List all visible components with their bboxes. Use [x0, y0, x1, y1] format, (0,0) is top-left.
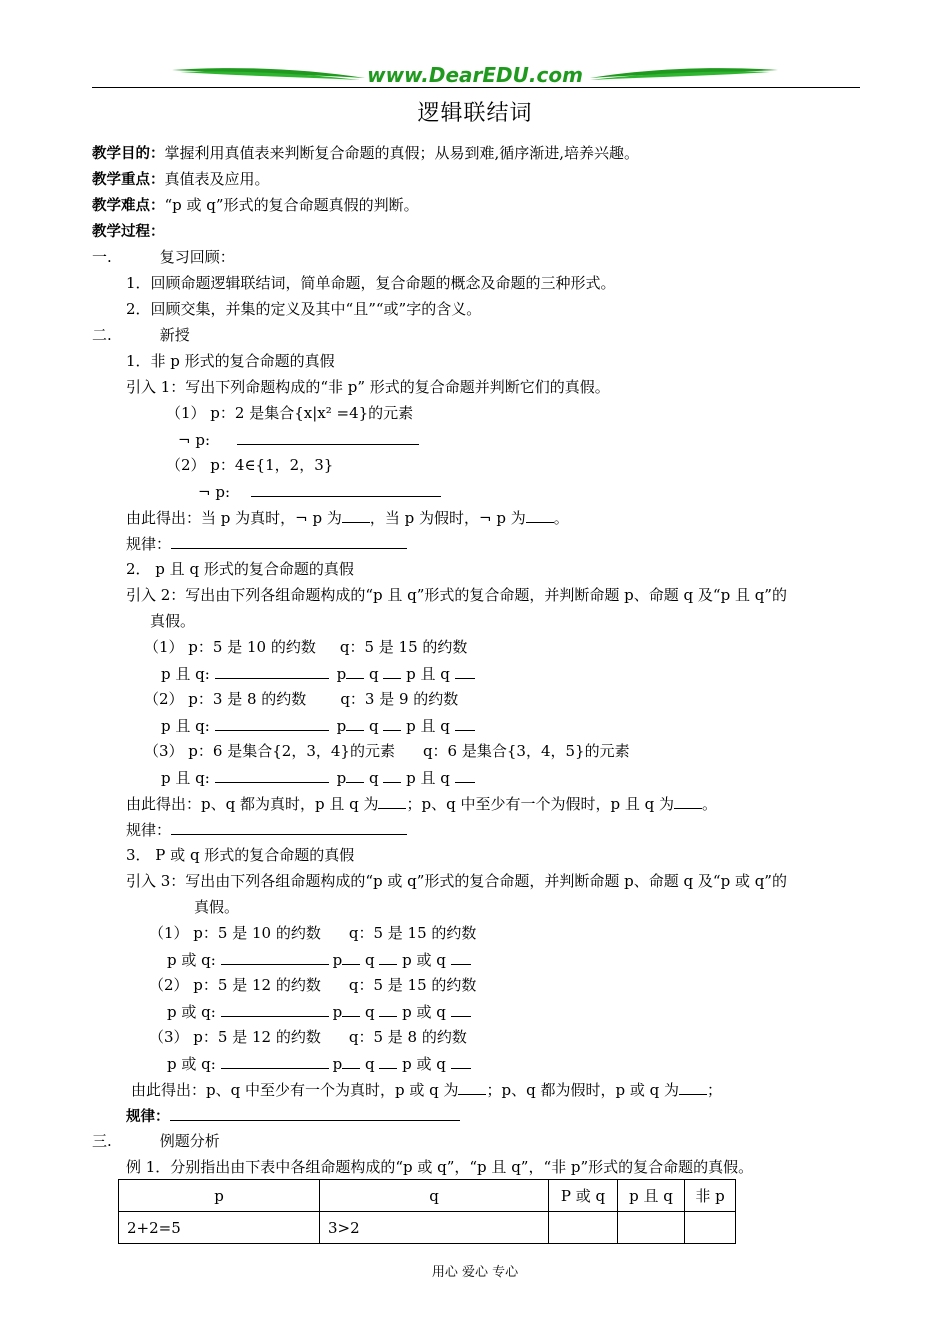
answer-blank[interactable] [221, 1001, 329, 1017]
answer-blank[interactable] [383, 715, 401, 731]
answer-blank[interactable] [679, 1079, 707, 1095]
s3-answer-3 [167, 1053, 471, 1074]
review-heading-line [92, 247, 235, 267]
table-cell: 2+2=5 [119, 1212, 320, 1244]
goal-line [92, 143, 639, 164]
s3-heading: 3． P 或 q 形式的复合命题的真假 [126, 846, 355, 864]
ans-pq: p 或 q [402, 951, 446, 969]
focus-label: 教学重点： [92, 172, 165, 188]
page-title: 逻辑联结词 [417, 101, 533, 126]
ans-pq: p 或 q [402, 1055, 446, 1073]
ans-p: p [332, 951, 343, 969]
answer-blank[interactable] [526, 507, 554, 523]
answer-blank[interactable] [251, 481, 441, 497]
ans-p: p [336, 665, 347, 683]
s3-ans-label: p 或 q: [167, 951, 216, 969]
answer-blank[interactable] [215, 767, 329, 783]
table-header-cell: 非 p [685, 1180, 736, 1212]
s3-item-q: q：5 是 15 的约数 [348, 976, 477, 994]
s2-item-q: q：5 是 15 的约数 [339, 638, 468, 656]
s2-concl-c: 。 [701, 795, 717, 813]
s1-concl-c: 。 [553, 509, 569, 527]
s1-concl-a: 由此得出：当 p 为真时，¬ p 为 [126, 509, 342, 527]
goal-text: 掌握利用真值表来判断复合命题的真假；从易到难,循序渐进,培养兴趣。 [164, 144, 640, 162]
s3-item-3 [149, 1027, 467, 1047]
ans-p: p [336, 717, 347, 735]
process-line [92, 221, 165, 242]
s3-item-q: q：5 是 15 的约数 [348, 924, 477, 942]
s3-conclusion [131, 1079, 722, 1100]
ans-p: p [336, 769, 347, 787]
table-cell: 3>2 [320, 1212, 549, 1244]
s2-ans-label: p 且 q: [161, 717, 210, 735]
s3-concl-b: ；p、q 都为假时，p 或 q 为 [486, 1081, 679, 1099]
s3-rule-line [126, 1105, 460, 1127]
ans-q: q [364, 1055, 375, 1073]
answer-blank[interactable] [383, 663, 401, 679]
answer-blank[interactable] [221, 1053, 329, 1069]
answer-blank[interactable] [346, 767, 364, 783]
s1-negation-2-line [198, 481, 441, 502]
s2-item-p: （2） p：3 是 8 的约数 [144, 690, 307, 708]
s2-conclusion [126, 793, 717, 814]
table-cell-answer[interactable] [549, 1212, 618, 1244]
newlesson-num: 二. [92, 326, 112, 344]
s2-item-q: q：3 是 9 的约数 [340, 690, 459, 708]
s2-answer-1 [161, 663, 475, 684]
s3-item-2 [149, 975, 476, 995]
truth-table [118, 1179, 736, 1244]
s1-neg2-label: ¬ p: [198, 483, 230, 501]
answer-blank[interactable] [342, 1001, 360, 1017]
s2-answer-2 [161, 715, 475, 736]
table-cell-answer[interactable] [685, 1212, 736, 1244]
s3-answer-1 [167, 949, 471, 970]
answer-blank[interactable] [170, 1105, 460, 1121]
s1-heading: 1．非 p 形式的复合命题的真假 [126, 352, 335, 370]
answer-blank[interactable] [215, 715, 329, 731]
table-header-cell: P 或 q [549, 1180, 618, 1212]
ans-q: q [368, 717, 379, 735]
s3-answer-2 [167, 1001, 471, 1022]
s3-concl-a: 由此得出：p、q 中至少有一个为真时，p 或 q 为 [131, 1081, 459, 1099]
difficulty-text: “p 或 q”形式的复合命题真假的判断。 [164, 196, 419, 214]
s2-answer-3 [161, 767, 475, 788]
answer-blank[interactable] [455, 663, 475, 679]
answer-blank[interactable] [379, 949, 397, 965]
examples-num: 三. [92, 1132, 112, 1150]
s1-intro: 引入 1：写出下列命题构成的“非 p” 形式的复合命题并判断它们的真假。 [126, 378, 610, 396]
s1-negation-1-line [178, 429, 419, 450]
answer-blank[interactable] [237, 429, 419, 445]
s2-concl-b: ；p、q 中至少有一个为假时，p 且 q 为 [406, 795, 674, 813]
answer-blank[interactable] [455, 715, 475, 731]
answer-blank[interactable] [455, 767, 475, 783]
s2-item-2 [144, 689, 458, 709]
table-header-cell: p 且 q [618, 1180, 685, 1212]
table-header-cell: q [320, 1180, 549, 1212]
ans-q: q [364, 1003, 375, 1021]
answer-blank[interactable] [379, 1053, 397, 1069]
goal-label: 教学目的： [92, 146, 165, 162]
s2-intro-1: 引入 2：写出由下列各组命题构成的“p 且 q”形式的复合命题，并判断命题 p、命题 q 及“p 且 q”的 [126, 586, 787, 604]
answer-blank[interactable] [458, 1079, 486, 1095]
answer-blank[interactable] [674, 793, 702, 809]
example-1-text: 例 1．分别指出由下表中各组命题构成的“p 或 q”，“p 且 q”，“非 p”形式的复合命题的真假。 [126, 1158, 754, 1176]
table-row [119, 1212, 736, 1244]
s2-heading: 2． p 且 q 形式的复合命题的真假 [126, 560, 354, 578]
s3-intro-1: 引入 3：写出由下列各组命题构成的“p 或 q”形式的复合命题，并判断命题 p、命题 q 及“p 或 q”的 [126, 872, 787, 890]
s1-concl-b: ，当 p 为假时，¬ p 为 [369, 509, 526, 527]
ans-p: p [332, 1003, 343, 1021]
s2-concl-a: 由此得出：p、q 都为真时，p 且 q 为 [126, 795, 379, 813]
review-num: 一. [92, 248, 112, 266]
answer-blank[interactable] [383, 767, 401, 783]
examples-heading: 例题分析 [159, 1132, 220, 1150]
s3-item-p: （1） p：5 是 10 的约数 [149, 924, 321, 942]
s1-neg1-label: ¬ p: [178, 431, 210, 449]
s1-example-2: （2） p：4∈{1，2，3} [166, 456, 334, 474]
s3-item-q: q：5 是 8 的约数 [348, 1028, 467, 1046]
table-header-row [119, 1180, 736, 1212]
s3-concl-c: ； [706, 1081, 722, 1099]
s3-intro-2: 真假。 [194, 898, 240, 916]
page-footer: 用心 爱心 专心 [431, 1265, 519, 1280]
header-rule [92, 87, 860, 88]
ans-q: q [368, 769, 379, 787]
s2-item-3 [144, 741, 630, 761]
answer-blank[interactable] [342, 949, 360, 965]
answer-blank[interactable] [342, 1053, 360, 1069]
s1-conclusion [126, 507, 569, 528]
ans-pq: p 且 q [406, 717, 450, 735]
focus-line [92, 169, 270, 190]
table-header-cell: p [119, 1180, 320, 1212]
ans-pq: p 且 q [406, 769, 450, 787]
answer-blank[interactable] [221, 949, 329, 965]
s1-example-1: （1） p：2 是集合{x|x² =4}的元素 [166, 404, 414, 422]
answer-blank[interactable] [451, 1053, 471, 1069]
examples-heading-line [92, 1131, 220, 1151]
difficulty-line [92, 195, 419, 216]
s2-intro-2: 真假。 [150, 612, 196, 630]
review-item: 2．回顾交集，并集的定义及其中“且”“或”字的含义。 [126, 300, 482, 318]
process-label: 教学过程： [92, 224, 165, 240]
logo-text: www.DearEDU.com [367, 63, 583, 87]
s3-ans-label: p 或 q: [167, 1003, 216, 1021]
ans-pq: p 或 q [402, 1003, 446, 1021]
s1-rule-label: 规律： [126, 535, 172, 553]
s2-item-p: （3） p：6 是集合{2，3，4}的元素 [144, 742, 395, 760]
newlesson-heading: 新授 [159, 326, 190, 344]
ans-q: q [364, 951, 375, 969]
review-heading: 复习回顾： [159, 248, 235, 266]
newlesson-heading-line [92, 325, 190, 345]
answer-blank[interactable] [378, 793, 406, 809]
s2-item-1 [144, 637, 467, 657]
s2-item-p: （1） p：5 是 10 的约数 [144, 638, 316, 656]
table-cell-answer[interactable] [618, 1212, 685, 1244]
answer-blank[interactable] [346, 663, 364, 679]
difficulty-label: 教学难点： [92, 198, 165, 214]
ans-pq: p 且 q [406, 665, 450, 683]
answer-blank[interactable] [451, 949, 471, 965]
s2-item-q: q：6 是集合{3，4，5}的元素 [422, 742, 630, 760]
s2-rule-line [126, 819, 407, 840]
s2-rule-label: 规律： [126, 821, 172, 839]
review-item: 1．回顾命题逻辑联结词，简单命题，复合命题的概念及命题的三种形式。 [126, 274, 616, 292]
answer-blank[interactable] [342, 507, 370, 523]
s2-ans-label: p 且 q: [161, 769, 210, 787]
s2-ans-label: p 且 q: [161, 665, 210, 683]
focus-text: 真值表及应用。 [164, 170, 270, 188]
answer-blank[interactable] [171, 533, 407, 549]
dearedu-logo [170, 62, 780, 88]
answer-blank[interactable] [451, 1001, 471, 1017]
answer-blank[interactable] [346, 715, 364, 731]
s1-rule-line [126, 533, 407, 554]
ans-p: p [332, 1055, 343, 1073]
s3-ans-label: p 或 q: [167, 1055, 216, 1073]
s3-item-1 [149, 923, 476, 943]
answer-blank[interactable] [215, 663, 329, 679]
s3-rule-label: 规律： [126, 1109, 170, 1125]
s3-item-p: （3） p：5 是 12 的约数 [149, 1028, 321, 1046]
answer-blank[interactable] [171, 819, 407, 835]
s3-item-p: （2） p：5 是 12 的约数 [149, 976, 321, 994]
ans-q: q [368, 665, 379, 683]
answer-blank[interactable] [379, 1001, 397, 1017]
